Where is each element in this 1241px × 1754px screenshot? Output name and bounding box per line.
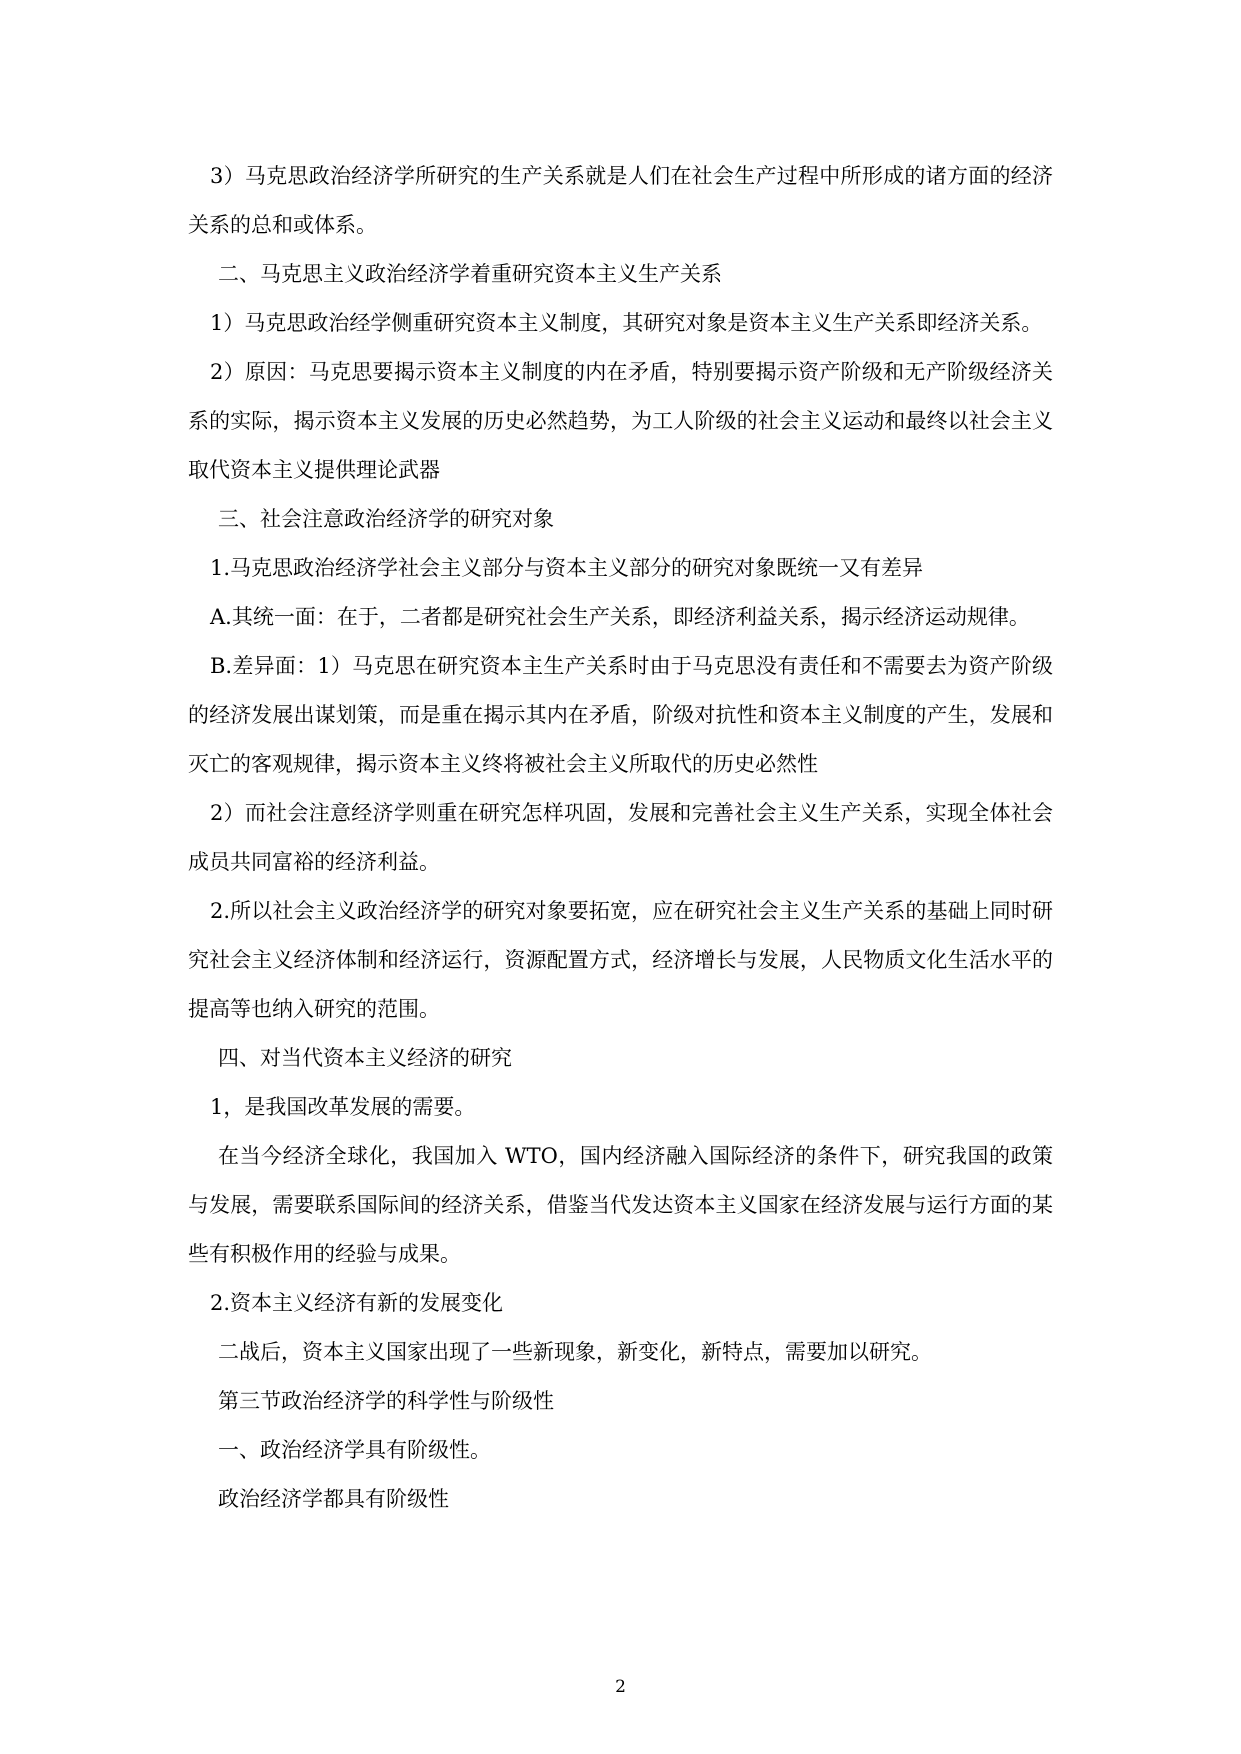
paragraph: 1.马克思政治经济学社会主义部分与资本主义部分的研究对象既统一又有差异 [210, 556, 924, 580]
paragraph: 1，是我国改革发展的需要。 [210, 1095, 476, 1119]
paragraph: B.差异面：1）马克思在研究资本主生产关系时由于马克思没有责任和不需要去为资产阶级的经济发展出谋划策，而是重在揭示其内在矛盾，阶级对抗性和资本主义制度的产生，发展和灭亡的客观规律，揭示资本主义终将被社会主义所取代的历史必然性 [188, 654, 1053, 776]
paragraph: 2.资本主义经济有新的发展变化 [210, 1291, 504, 1315]
section-heading: 二、马克思主义政治经济学着重研究资本主义生产关系 [218, 262, 722, 286]
paragraph: 2.所以社会主义政治经济学的研究对象要拓宽，应在研究社会主义生产关系的基础上同时研究社会主义经济体制和经济运行，资源配置方式，经济增长与发展，人民物质文化生活水平的提高等也纳入研究的范围。 [188, 899, 1053, 1021]
paragraph: A.其统一面：在于，二者都是研究社会生产关系，即经济利益关系，揭示经济运动规律。 [210, 605, 1030, 629]
paragraph: 在当今经济全球化，我国加入 WTO，国内经济融入国际经济的条件下，研究我国的政策与发展，需要联系国际间的经济关系，借鉴当代发达资本主义国家在经济发展与运行方面的某些有积极作用的经验与成果。 [188, 1144, 1053, 1266]
paragraph: 政治经济学都具有阶级性 [218, 1487, 449, 1511]
section-heading: 四、对当代资本主义经济的研究 [218, 1046, 512, 1070]
paragraph: 二战后，资本主义国家出现了一些新现象，新变化，新特点，需要加以研究。 [218, 1340, 932, 1364]
paragraph: 2）而社会注意经济学则重在研究怎样巩固，发展和完善社会主义生产关系，实现全体社会成员共同富裕的经济利益。 [188, 801, 1053, 874]
section-heading: 三、社会注意政治经济学的研究对象 [218, 507, 554, 531]
paragraph: 2）原因：马克思要揭示资本主义制度的内在矛盾，特别要揭示资产阶级和无产阶级经济关系的实际，揭示资本主义发展的历史必然趋势，为工人阶级的社会主义运动和最终以社会主义取代资本主义提供理论武器 [188, 360, 1053, 482]
page-number: 2 [615, 1677, 626, 1697]
paragraph: 3）马克思政治经济学所研究的生产关系就是人们在社会生产过程中所形成的诸方面的经济关系的总和或体系。 [188, 164, 1053, 237]
paragraph: 1）马克思政治经学侧重研究资本主义制度，其研究对象是资本主义生产关系即经济关系。 [210, 311, 1043, 335]
document-body [188, 152, 1053, 1524]
section-heading: 一、政治经济学具有阶级性。 [218, 1438, 491, 1462]
section-heading: 第三节政治经济学的科学性与阶级性 [218, 1389, 554, 1413]
